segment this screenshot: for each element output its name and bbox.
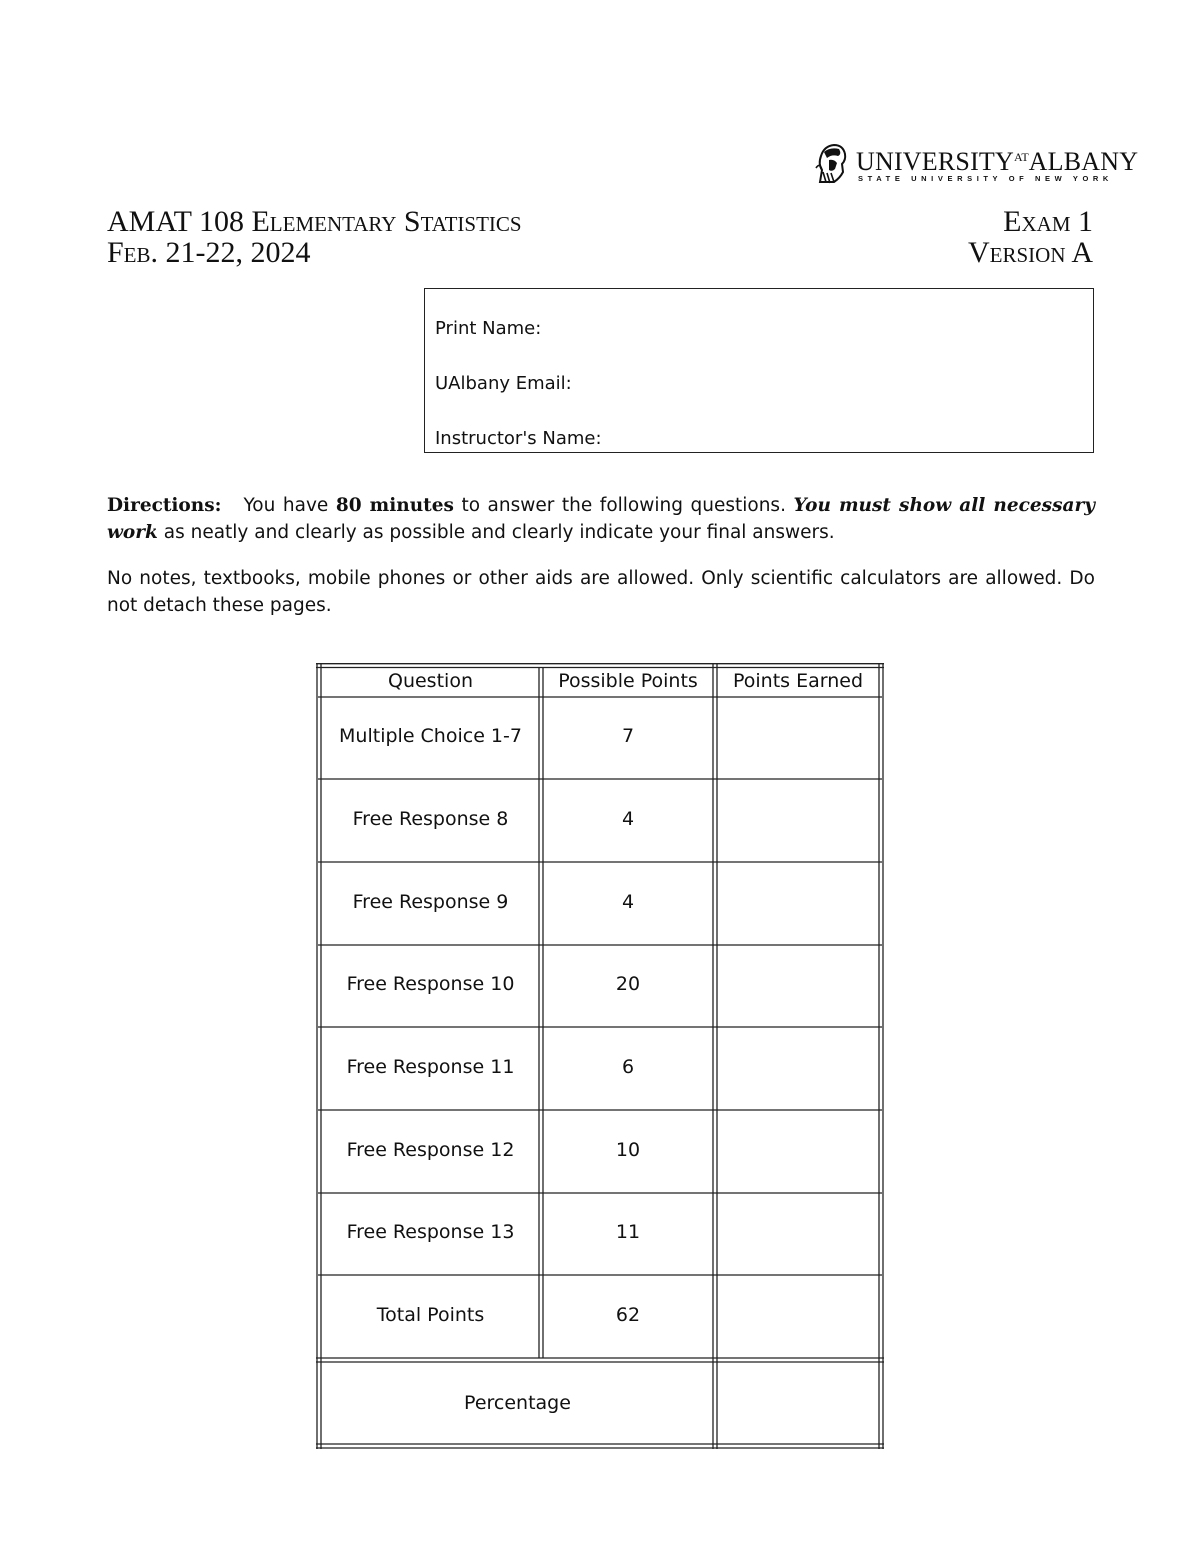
course-title: AMAT 108 Elementary Statistics	[107, 205, 522, 238]
header-question: Question	[388, 670, 473, 692]
rules-paragraph: No notes, textbooks, mobile phones or other aids are allowed. Only scientific calculators are allowed. Do not detach these pages.	[107, 568, 1095, 616]
exam-date: Feb. 21-22, 2024	[107, 236, 311, 269]
header-possible-points: Possible Points	[558, 670, 698, 692]
student-info-box	[424, 288, 1094, 453]
row-question: Multiple Choice 1-7	[339, 725, 522, 747]
points-earned-cell[interactable]	[717, 1111, 879, 1192]
points-earned-cell[interactable]	[717, 946, 879, 1026]
print-name-field[interactable]: Print Name:	[435, 318, 542, 339]
score-table	[316, 663, 884, 1449]
row-possible-points: 4	[621, 808, 635, 830]
header-points-earned: Points Earned	[732, 670, 864, 692]
row-possible-points: 7	[621, 725, 635, 747]
row-possible-points: 4	[621, 891, 635, 913]
total-points-label: Total Points	[376, 1304, 485, 1326]
minerva-head-icon	[812, 142, 848, 184]
points-earned-cell[interactable]	[717, 1194, 879, 1274]
show-work-emphasis: You must show all necessary work	[107, 495, 1095, 543]
logo-wordmark: $UNIVERSITY^{AT}ALBANY$	[856, 147, 1139, 176]
percentage-label: Percentage	[464, 1392, 571, 1414]
email-field[interactable]: UAlbany Email:	[435, 373, 572, 394]
points-earned-cell[interactable]	[717, 863, 879, 944]
points-earned-cell[interactable]	[717, 698, 879, 778]
exam-number: Exam 1	[1003, 205, 1093, 238]
row-possible-points: 6	[621, 1056, 635, 1078]
directions-label: Directions:	[107, 495, 222, 516]
logo-subtitle: STATE UNIVERSITY OF NEW YORK	[858, 174, 1113, 183]
row-question: Free Response 12	[346, 1139, 515, 1161]
row-question: Free Response 10	[346, 973, 515, 995]
row-question: Free Response 13	[346, 1221, 515, 1243]
row-possible-points: 10	[615, 1139, 641, 1161]
points-earned-cell[interactable]	[717, 1028, 879, 1109]
total-possible-points: 62	[615, 1304, 641, 1326]
instructor-name-field[interactable]: Instructor's Name:	[435, 428, 602, 449]
percentage-cell[interactable]	[717, 1363, 879, 1443]
total-points-earned-cell[interactable]	[717, 1276, 879, 1357]
row-question: Free Response 8	[352, 808, 509, 830]
university-logo	[812, 140, 1139, 186]
directions-paragraph: Directions: You have 80 minutes to answer the following questions. You must show all necessary work as neatly and clearly as possible and clearly indicate your final answers.	[107, 495, 1095, 543]
row-question: Free Response 11	[346, 1056, 515, 1078]
row-question: Free Response 9	[352, 891, 509, 913]
row-possible-points: 11	[615, 1221, 641, 1243]
exam-version: Version A	[967, 236, 1093, 269]
time-limit: 80 minutes	[335, 495, 454, 516]
points-earned-cell[interactable]	[717, 780, 879, 861]
row-possible-points: 20	[615, 973, 641, 995]
